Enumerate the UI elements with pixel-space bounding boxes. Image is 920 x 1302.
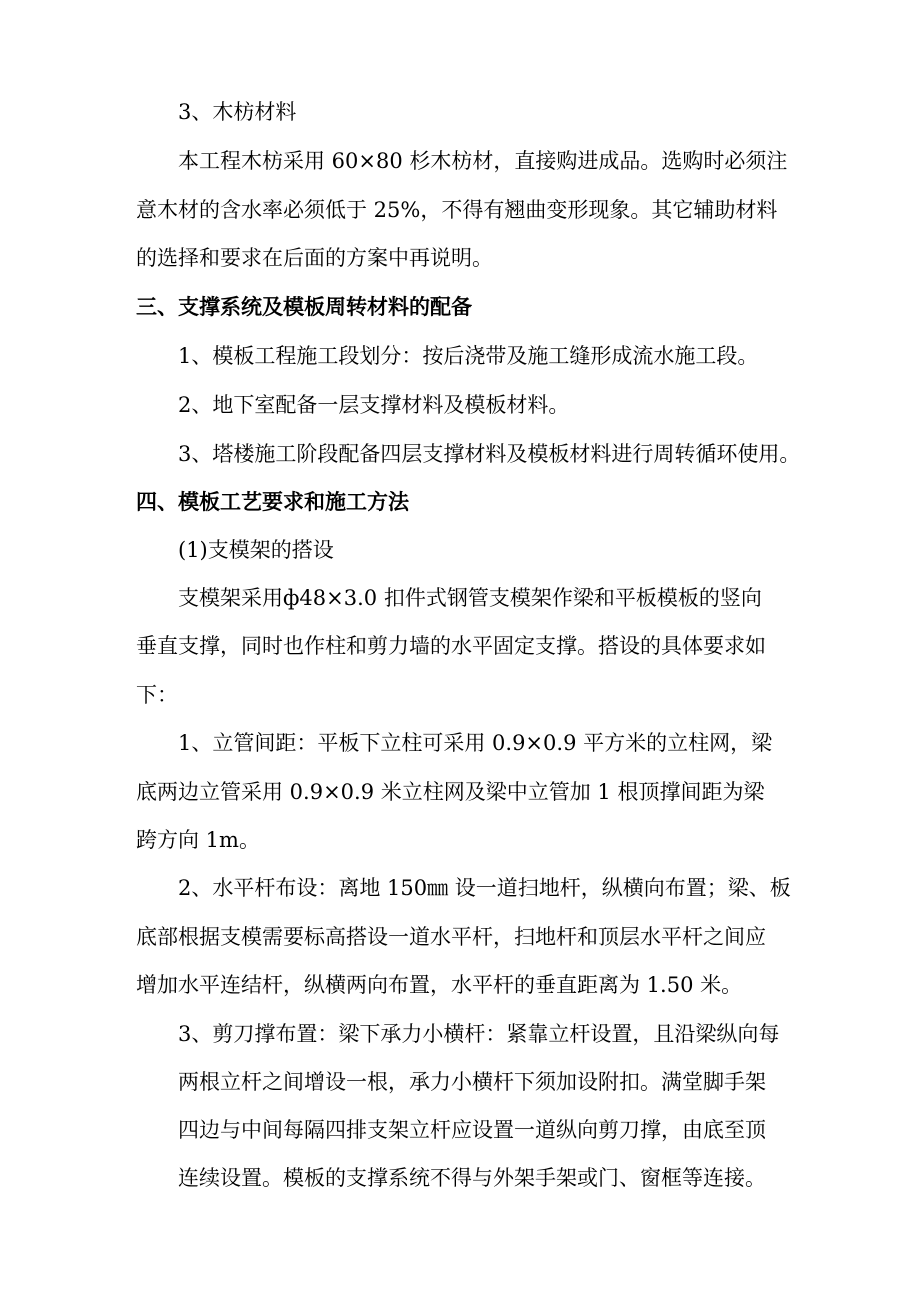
section-title: 3、木枋材料 <box>178 100 297 124</box>
paragraph-line: 垂直支撑，同时也作柱和剪力墙的水平固定支撑。搭设的具体要求如 <box>136 634 766 658</box>
paragraph-line: 的选择和要求在后面的方案中再说明。 <box>136 246 493 270</box>
list-item: 两根立杆之间增设一根，承力小横杆下须加设附扣。满堂脚手架 <box>178 1070 766 1094</box>
paragraph-line: 本工程木枋采用 60×80 杉木枋材，直接购进成品。选购时必须注 <box>178 149 788 173</box>
list-item: 连续设置。模板的支撑系统不得与外架手架或门、窗框等连接。 <box>178 1166 766 1190</box>
list-item: 底两边立管采用 0.9×0.9 米立柱网及梁中立管加 1 根顶撑间距为梁 <box>136 780 765 804</box>
list-item: 2、水平杆布设：离地 150㎜ 设一道扫地杆，纵横向布置；梁、板 <box>178 876 791 900</box>
list-item: 2、地下室配备一层支撑材料及模板材料。 <box>178 393 570 417</box>
list-item: 增加水平连结杆，纵横两向布置，水平杆的垂直距离为 1.50 米。 <box>136 973 743 997</box>
subsection-title: (1)支模架的搭设 <box>178 538 334 562</box>
list-item: 跨方向 1m。 <box>136 828 260 852</box>
list-item: 1、模板工程施工段划分：按后浇带及施工缝形成流水施工段。 <box>178 344 759 368</box>
list-item: 3、塔楼施工阶段配备四层支撑材料及模板材料进行周转循环使用。 <box>178 442 801 466</box>
paragraph-line: 下： <box>136 683 178 707</box>
list-item: 1、立管间距：平板下立柱可采用 0.9×0.9 平方米的立柱网，梁 <box>178 731 773 755</box>
paragraph-line: 支模架采用ф48×3.0 扣件式钢管支模架作梁和平板模板的竖向 <box>178 586 762 610</box>
list-item: 四边与中间每隔四排支架立杆应设置一道纵向剪刀撑，由底至顶 <box>178 1118 766 1142</box>
paragraph-line: 意木材的含水率必须低于 25%，不得有翘曲变形现象。其它辅助材料 <box>136 198 778 222</box>
section-heading: 四、模板工艺要求和施工方法 <box>136 490 409 514</box>
section-heading: 三、支撑系统及模板周转材料的配备 <box>136 295 472 319</box>
list-item: 3、剪刀撑布置：梁下承力小横杆：紧靠立杆设置，且沿梁纵向每 <box>178 1022 780 1046</box>
list-item: 底部根据支模需要标高搭设一道水平杆，扫地杆和顶层水平杆之间应 <box>136 925 766 949</box>
